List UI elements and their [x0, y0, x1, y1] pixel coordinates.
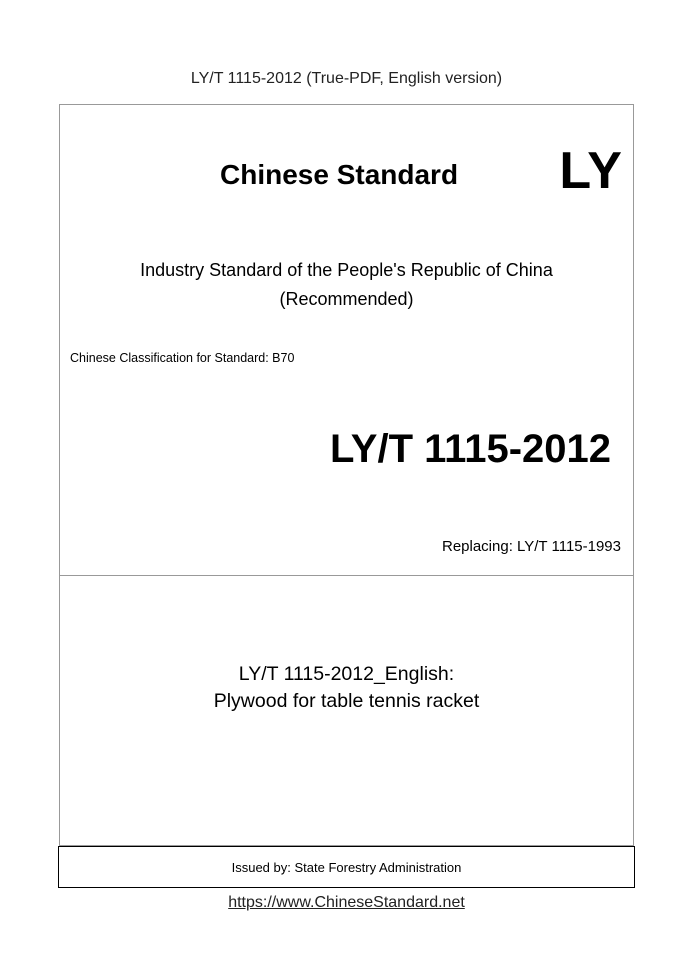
industry-standard-line: Industry Standard of the People's Republic of China: [140, 260, 553, 280]
page-header: LY/T 1115-2012 (True-PDF, English version): [190, 70, 503, 87]
classification-code: Chinese Classification for Standard: B70: [70, 351, 295, 365]
replacing-note: Replacing: LY/T 1115-1993: [441, 538, 621, 555]
document-title-line-2: Plywood for table tennis racket: [213, 690, 480, 712]
recommended-label: (Recommended): [279, 289, 414, 309]
website-link[interactable]: https://www.ChineseStandard.net: [228, 894, 465, 911]
document-title-line-1: LY/T 1115-2012_English:: [238, 663, 455, 685]
cover-frame: [59, 104, 634, 846]
standard-number: LY/T 1115-2012: [330, 427, 611, 471]
standard-type-title: Chinese Standard: [220, 159, 459, 190]
issuer-text: Issued by: State Forestry Administration: [231, 859, 462, 875]
cover-top-section: [60, 105, 633, 576]
standard-prefix-logo: LY: [559, 142, 623, 200]
document-title: [60, 661, 633, 715]
issuer-box: [58, 846, 635, 888]
footer: [0, 894, 693, 912]
